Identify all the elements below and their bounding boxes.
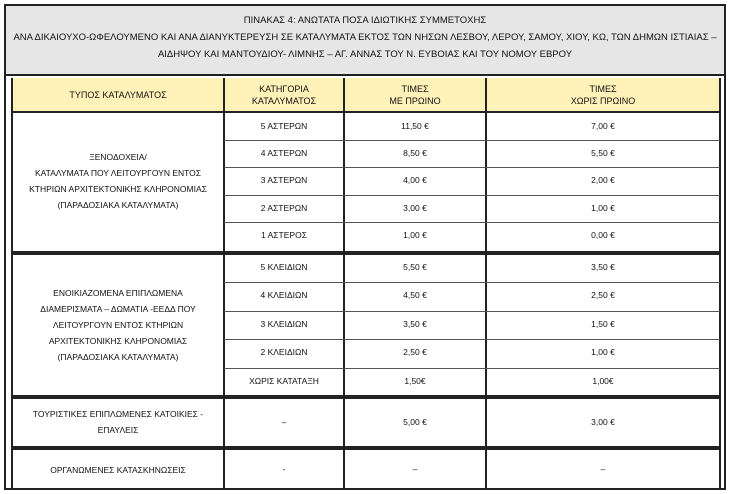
category-cell: –: [281, 417, 287, 427]
title-line: ΑΙΔΗΨΟΥ ΚΑΙ ΜΑΝΤΟΥΔΙΟΥ- ΛΙΜΝΗΣ – ΑΓ. ΑΝΝΑΣ ΤΟΥ Ν. ΕΥΒΟΙΑΣ ΚΑΙ ΤΟΥ ΝΟΜΟΥ ΕΒΡΟΥ: [157, 49, 573, 60]
price-with-breakfast-cell: 8,50 €: [403, 148, 427, 159]
header-type: [12, 78, 224, 113]
category-cell: 4 ΚΛΕΙΔΙΩΝ: [260, 290, 308, 301]
price-without-breakfast-cell: 1,00 €: [591, 347, 615, 358]
header-type-label: ΤΥΠΟΣ ΚΑΤΑΛΥΜΑΤΟΣ: [69, 89, 167, 100]
accommodation-type-cell: [12, 113, 224, 249]
price-without-breakfast-cell: 1,00 €: [591, 202, 615, 213]
price-with-breakfast-cell: 4,00 €: [403, 175, 427, 186]
accommodation-type-line: (ΠΑΡΑΔΟΣΙΑΚΑ ΚΑΤΑΛΥΜΑΤΑ): [57, 352, 179, 362]
price-without-breakfast-cell: 3,00 €: [591, 417, 615, 427]
accommodation-type-line: ΚΤΗΡΙΩΝ ΑΡΧΙΤΕΚΤΟΝΙΚΗΣ ΚΛΗΡΟΝΟΜΙΑΣ: [29, 184, 207, 194]
header-without-breakfast-line1: ΤΙΜΕΣ: [589, 83, 617, 94]
accommodation-type-line: ΞΕΝΟΔΟΧΕΙΑ/: [89, 152, 147, 162]
accommodation-type-line: ΚΑΤΑΛΥΜΑΤΑ ΠΟΥ ΛΕΙΤΟΥΡΓΟΥΝ ΕΝΤΟΣ: [34, 168, 202, 178]
price-with-breakfast-cell: 5,00 €: [403, 417, 427, 427]
category-cell: 3 ΑΣΤΕΡΩΝ: [260, 175, 308, 186]
price-with-breakfast-cell: 5,50 €: [403, 262, 427, 272]
accommodation-type-line: ΕΠΑΥΛΕΙΣ: [97, 425, 139, 435]
price-without-breakfast-cell: 2,00 €: [591, 175, 615, 186]
category-cell: -: [282, 464, 286, 474]
price-without-breakfast-cell: 1,50 €: [591, 318, 615, 329]
price-with-breakfast-cell: 1,50€: [404, 375, 426, 386]
price-without-breakfast-cell: 0,00 €: [591, 229, 615, 240]
header-without-breakfast-line2: ΧΩΡΙΣ ΠΡΩΙΝΟ: [570, 95, 636, 106]
title-line: ΠΙΝΑΚΑΣ 4: ΑΝΩΤΑΤΑ ΠΟΣΑ ΙΔΙΩΤΙΚΗΣ ΣΥΜΜΕΤΟΧΗΣ: [243, 15, 487, 26]
category-cell: 4 ΑΣΤΕΡΩΝ: [260, 148, 308, 159]
accommodation-type-cell: [12, 254, 224, 396]
category-cell: 2 ΑΣΤΕΡΩΝ: [260, 202, 308, 213]
accommodation-type-line: ΑΡΧΙΤΕΚΤΟΝΙΚΗΣ ΚΛΗΡΟΝΟΜΙΑΣ: [48, 336, 188, 346]
category-cell: 3 ΚΛΕΙΔΙΩΝ: [260, 318, 308, 329]
header-with-breakfast-line1: ΤΙΜΕΣ: [401, 83, 429, 94]
category-cell: 5 ΚΛΕΙΔΙΩΝ: [260, 262, 308, 272]
title-line: ΑΝΑ ΔΙΚΑΙΟΥΧΟ-ΩΦΕΛΟΥΜΕΝΟ ΚΑΙ ΑΝΑ ΔΙΑΝΥΚΤΕΡΕΥΣΗ ΣΕ ΚΑΤΑΛΥΜΑΤΑ ΕΚΤΟΣ ΤΩΝ ΝΗΣΩΝ ΛΕΣΒΟΥ, ΛΕΡΟΥ, ΣΑΜΟΥ, ΧΙΟΥ, ΚΩ, ΤΩΝ ΔΗΜΩΝ ΙΣΤΙΑΙΑΣ –: [13, 32, 717, 43]
price-with-breakfast-cell: 1,00 €: [403, 229, 427, 240]
header-category: [224, 78, 344, 113]
price-without-breakfast-cell: 5,50 €: [591, 148, 615, 159]
price-with-breakfast-cell: 3,50 €: [403, 318, 427, 329]
price-with-breakfast-cell: 4,50 €: [403, 290, 427, 301]
price-with-breakfast-cell: 11,50 €: [401, 121, 429, 131]
accommodation-type-line: ΛΕΙΤΟΥΡΓΟΥΝ ΕΝΤΟΣ ΚΤΗΡΙΩΝ: [52, 320, 184, 330]
table-title: [6, 6, 724, 76]
accommodation-type-line: ΔΙΑΜΕΡΙΣΜΑΤΑ – ΔΩΜΑΤΙΑ -ΕΕΔΔ ΠΟΥ: [40, 304, 196, 314]
header-with-breakfast: [344, 78, 486, 113]
category-cell: 5 ΑΣΤΕΡΩΝ: [260, 121, 308, 131]
price-with-breakfast-cell: 2,50 €: [403, 347, 427, 358]
header-with-breakfast-line2: ΜΕ ΠΡΩΙΝΟ: [389, 95, 441, 106]
category-cell: 2 ΚΛΕΙΔΙΩΝ: [260, 347, 308, 358]
accommodation-type-cell: [12, 449, 224, 490]
accommodation-type-line: (ΠΑΡΑΔΟΣΙΑΚΑ ΚΑΤΑΛΥΜΑΤΑ): [57, 200, 179, 210]
header-without-breakfast: [486, 78, 720, 113]
header-category-line2: ΚΑΤΑΛΥΜΑΤΟΣ: [251, 95, 317, 106]
category-cell: 1 ΑΣΤΕΡΟΣ: [261, 229, 307, 240]
price-without-breakfast-cell: 1,00€: [592, 375, 614, 386]
accommodation-type-cell: [12, 398, 224, 446]
price-without-breakfast-cell: 7,00 €: [591, 121, 615, 131]
price-without-breakfast-cell: –: [600, 464, 606, 474]
price-without-breakfast-cell: 2,50 €: [591, 290, 615, 301]
price-with-breakfast-cell: –: [412, 464, 418, 474]
price-without-breakfast-cell: 3,50 €: [591, 262, 615, 272]
accommodation-type-line: ΤΟΥΡΙΣΤΙΚΕΣ ΕΠΙΠΛΩΜΕΝΕΣ ΚΑΤΟΙΚΙΕΣ -: [32, 409, 204, 419]
accommodation-type-line: ΕΝΟΙΚΙΑΖΟΜΕΝΑ ΕΠΙΠΛΩΜΕΝΑ: [53, 288, 183, 298]
accommodation-type-line: ΟΡΓΑΝΩΜΕΝΕΣ ΚΑΤΑΣΚΗΝΩΣΕΙΣ: [50, 464, 186, 475]
price-with-breakfast-cell: 3,00 €: [403, 202, 427, 213]
category-cell: ΧΩΡΙΣ ΚΑΤΑΤΑΞΗ: [249, 375, 319, 386]
header-category-line1: ΚΑΤΗΓΟΡΙΑ: [259, 83, 309, 94]
table-frame: [4, 4, 726, 490]
